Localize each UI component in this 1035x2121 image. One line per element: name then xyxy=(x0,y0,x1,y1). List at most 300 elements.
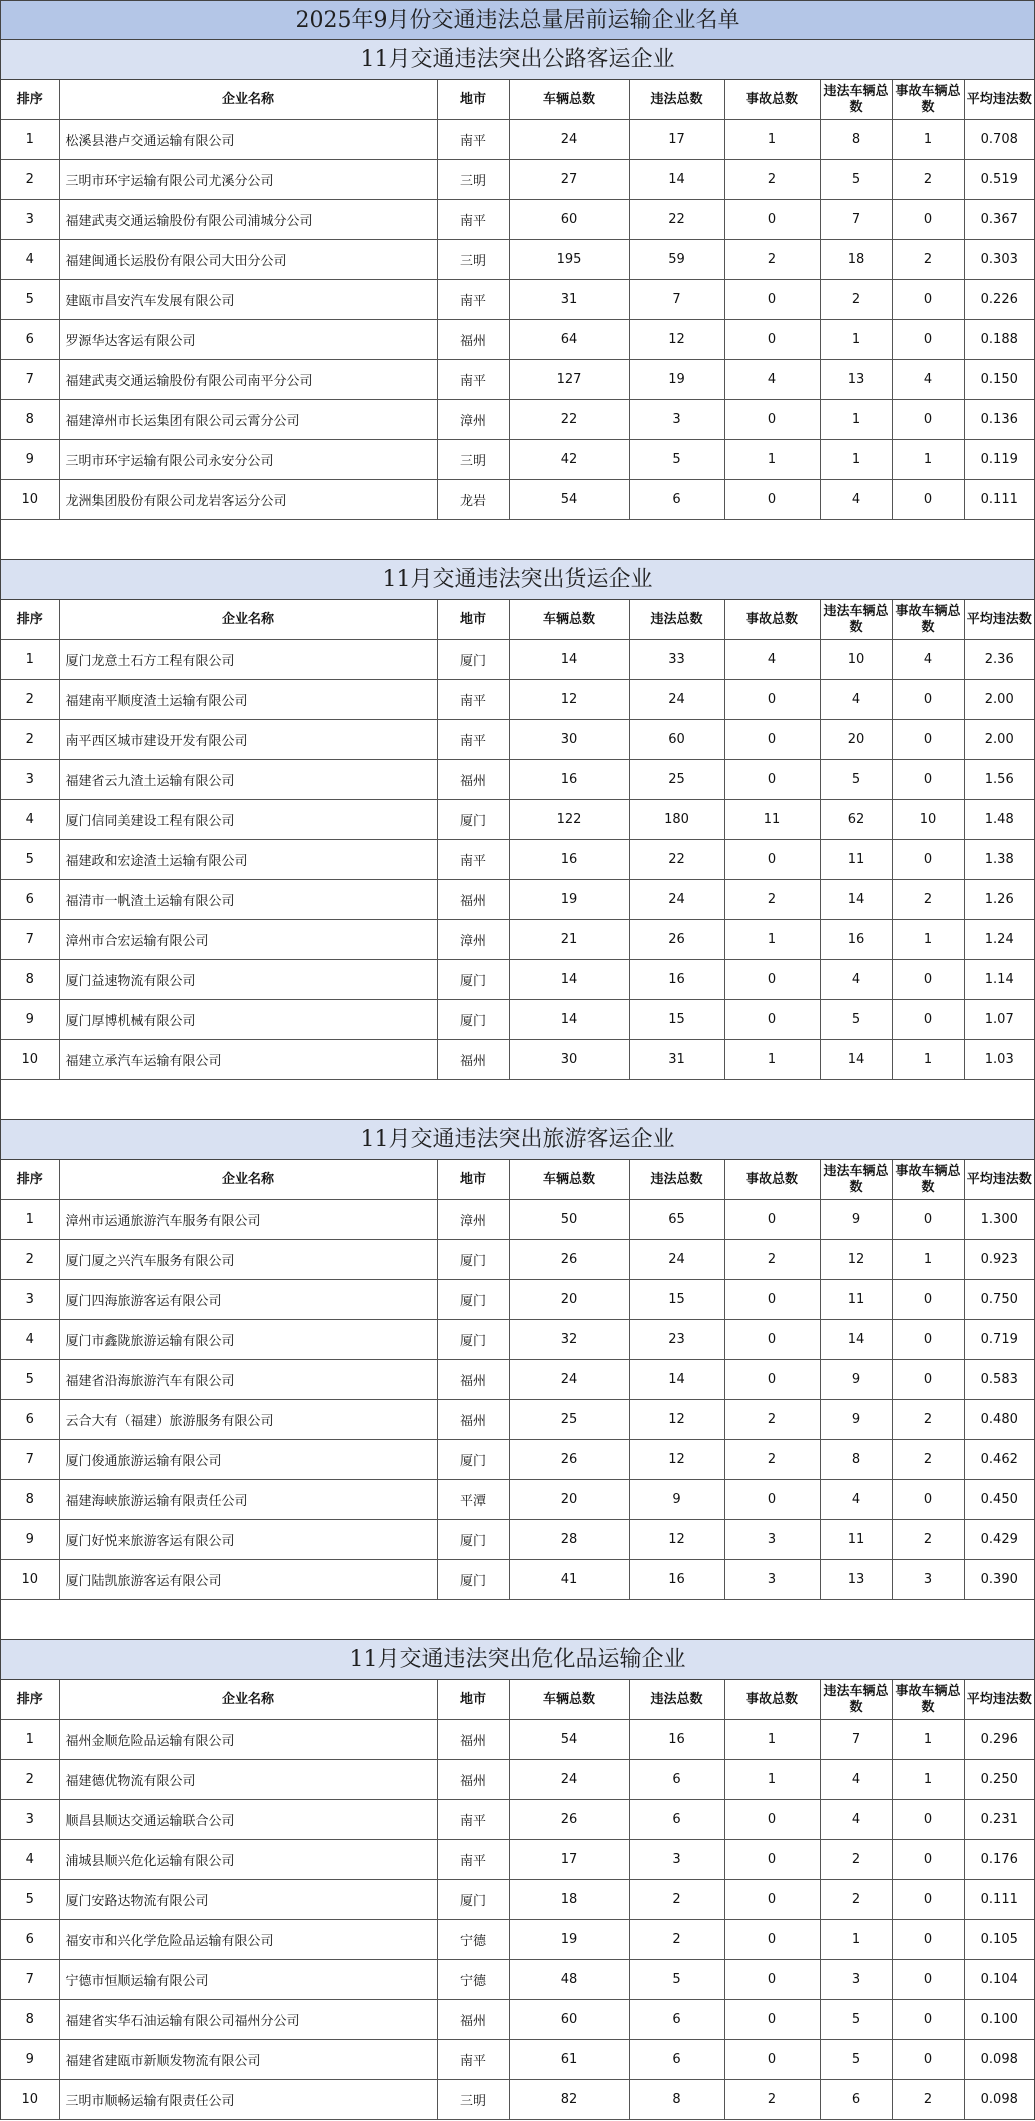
city-cell: 福州 xyxy=(437,880,509,920)
accident-total-cell: 0 xyxy=(724,840,820,880)
vehicle-total-cell: 60 xyxy=(509,200,629,240)
vehicle-total-cell: 17 xyxy=(509,1840,629,1880)
accident-vehicles-cell: 4 xyxy=(892,640,964,680)
avg-violations-cell: 0.150 xyxy=(964,360,1034,400)
accident-vehicles-cell: 0 xyxy=(892,2040,964,2080)
report-title: 2025年9月份交通违法总量居前运输企业名单 xyxy=(1,0,1034,40)
rank-cell: 3 xyxy=(1,200,59,240)
avg-violations-cell: 2.36 xyxy=(964,640,1034,680)
violation-total-cell: 16 xyxy=(629,1560,724,1600)
accident-total-cell: 0 xyxy=(724,1880,820,1920)
accident-total-cell: 0 xyxy=(724,1200,820,1240)
violation-total-header: 违法总数 xyxy=(629,600,724,640)
accident-total-cell: 0 xyxy=(724,2000,820,2040)
accident-vehicles-cell: 0 xyxy=(892,1480,964,1520)
table-row xyxy=(1,640,1034,680)
city-cell: 厦门 xyxy=(437,1000,509,1040)
vehicle-total-cell: 54 xyxy=(509,1720,629,1760)
accident-total-cell: 2 xyxy=(724,880,820,920)
table-row xyxy=(1,1280,1034,1320)
accident-vehicles-cell: 0 xyxy=(892,2000,964,2040)
violation-total-cell: 6 xyxy=(629,2000,724,2040)
violation-total-cell: 65 xyxy=(629,1200,724,1240)
violating-vehicles-cell: 5 xyxy=(820,2040,892,2080)
table-row xyxy=(1,1480,1034,1520)
vehicle-total-cell: 61 xyxy=(509,2040,629,2080)
accident-vehicles-header: 事故车辆总数 xyxy=(892,1160,964,1200)
city-cell: 南平 xyxy=(437,120,509,160)
avg-violations-cell: 0.390 xyxy=(964,1560,1034,1600)
company-name-cell: 罗源华达客运有限公司 xyxy=(59,320,437,360)
avg-violations-cell: 0.119 xyxy=(964,440,1034,480)
violating-vehicles-cell: 11 xyxy=(820,840,892,880)
violating-vehicles-cell: 5 xyxy=(820,760,892,800)
violating-vehicles-cell: 13 xyxy=(820,1560,892,1600)
accident-total-cell: 1 xyxy=(724,1720,820,1760)
violation-total-cell: 19 xyxy=(629,360,724,400)
rank-cell: 8 xyxy=(1,1480,59,1520)
accident-vehicles-cell: 0 xyxy=(892,1800,964,1840)
company-name-cell: 龙洲集团股份有限公司龙岩客运分公司 xyxy=(59,480,437,520)
company-name-cell: 厦门市鑫陇旅游运输有限公司 xyxy=(59,1320,437,1360)
rank-cell: 2 xyxy=(1,680,59,720)
city-cell: 漳州 xyxy=(437,1200,509,1240)
table-header-row xyxy=(1,80,1034,120)
company-name-cell: 顺昌县顺达交通运输联合公司 xyxy=(59,1800,437,1840)
violating-vehicles-cell: 9 xyxy=(820,1200,892,1240)
table-row xyxy=(1,1000,1034,1040)
city-header: 地市 xyxy=(437,1160,509,1200)
violating-vehicles-cell: 6 xyxy=(820,2080,892,2120)
company-name-cell: 厦门厚博机械有限公司 xyxy=(59,1000,437,1040)
accident-total-header: 事故总数 xyxy=(724,1160,820,1200)
accident-vehicles-cell: 0 xyxy=(892,1920,964,1960)
accident-total-header: 事故总数 xyxy=(724,600,820,640)
violation-total-cell: 5 xyxy=(629,440,724,480)
violating-vehicles-header: 违法车辆总数 xyxy=(820,1680,892,1720)
table-row xyxy=(1,1720,1034,1760)
avg-violations-cell: 0.708 xyxy=(964,120,1034,160)
company-name-cell: 厦门安路达物流有限公司 xyxy=(59,1880,437,1920)
accident-vehicles-cell: 0 xyxy=(892,1960,964,2000)
table-row xyxy=(1,360,1034,400)
vehicle-total-cell: 20 xyxy=(509,1480,629,1520)
accident-vehicles-cell: 2 xyxy=(892,2080,964,2120)
accident-vehicles-cell: 2 xyxy=(892,1520,964,1560)
company-name-cell: 福建海峡旅游运输有限责任公司 xyxy=(59,1480,437,1520)
avg-violations-cell: 0.429 xyxy=(964,1520,1034,1560)
avg-violations-cell: 0.719 xyxy=(964,1320,1034,1360)
accident-vehicles-cell: 0 xyxy=(892,1200,964,1240)
vehicle-total-cell: 24 xyxy=(509,1760,629,1800)
avg-violations-cell: 0.462 xyxy=(964,1440,1034,1480)
table-row xyxy=(1,800,1034,840)
company-name-cell: 福建武夷交通运输股份有限公司南平分公司 xyxy=(59,360,437,400)
violating-vehicles-cell: 7 xyxy=(820,1720,892,1760)
accident-total-cell: 0 xyxy=(724,1480,820,1520)
vehicle-total-cell: 22 xyxy=(509,400,629,440)
violating-vehicles-cell: 4 xyxy=(820,960,892,1000)
violating-vehicles-cell: 14 xyxy=(820,1040,892,1080)
rank-cell: 5 xyxy=(1,1880,59,1920)
avg-violations-cell: 0.176 xyxy=(964,1840,1034,1880)
vehicle-total-cell: 27 xyxy=(509,160,629,200)
accident-vehicles-cell: 0 xyxy=(892,400,964,440)
table-header-row xyxy=(1,1160,1034,1200)
violation-total-cell: 6 xyxy=(629,480,724,520)
city-cell: 福州 xyxy=(437,760,509,800)
table-row xyxy=(1,1200,1034,1240)
rank-cell: 9 xyxy=(1,440,59,480)
table-row xyxy=(1,1360,1034,1400)
avg-violations-cell: 0.250 xyxy=(964,1760,1034,1800)
accident-total-cell: 2 xyxy=(724,240,820,280)
table-row xyxy=(1,240,1034,280)
avg-violations-cell: 1.26 xyxy=(964,880,1034,920)
vehicle-total-cell: 82 xyxy=(509,2080,629,2120)
table-row xyxy=(1,400,1034,440)
table-row xyxy=(1,720,1034,760)
avg-violations-cell: 0.111 xyxy=(964,1880,1034,1920)
violation-total-cell: 2 xyxy=(629,1880,724,1920)
rank-header: 排序 xyxy=(1,1680,59,1720)
accident-total-cell: 2 xyxy=(724,1400,820,1440)
violating-vehicles-cell: 12 xyxy=(820,1240,892,1280)
violation-total-cell: 3 xyxy=(629,1840,724,1880)
avg-violations-cell: 0.098 xyxy=(964,2080,1034,2120)
avg-violations-cell: 2.00 xyxy=(964,720,1034,760)
violating-vehicles-cell: 4 xyxy=(820,1800,892,1840)
accident-vehicles-cell: 1 xyxy=(892,1720,964,1760)
accident-vehicles-cell: 2 xyxy=(892,240,964,280)
accident-total-cell: 0 xyxy=(724,1920,820,1960)
violating-vehicles-cell: 5 xyxy=(820,160,892,200)
rank-cell: 1 xyxy=(1,640,59,680)
violation-total-cell: 59 xyxy=(629,240,724,280)
section-title: 11月交通违法突出公路客运企业 xyxy=(1,40,1034,80)
vehicle-total-cell: 16 xyxy=(509,840,629,880)
accident-vehicles-cell: 2 xyxy=(892,880,964,920)
rank-cell: 2 xyxy=(1,160,59,200)
accident-vehicles-cell: 0 xyxy=(892,280,964,320)
violating-vehicles-cell: 16 xyxy=(820,920,892,960)
violating-vehicles-cell: 5 xyxy=(820,1000,892,1040)
city-cell: 漳州 xyxy=(437,400,509,440)
table-header-row xyxy=(1,1680,1034,1720)
avg-violations-cell: 1.07 xyxy=(964,1000,1034,1040)
rank-cell: 10 xyxy=(1,1560,59,1600)
violation-total-cell: 25 xyxy=(629,760,724,800)
accident-vehicles-cell: 0 xyxy=(892,680,964,720)
accident-total-cell: 1 xyxy=(724,440,820,480)
avg-violations-cell: 0.296 xyxy=(964,1720,1034,1760)
violation-total-cell: 16 xyxy=(629,960,724,1000)
accident-vehicles-cell: 0 xyxy=(892,200,964,240)
table-row xyxy=(1,280,1034,320)
rank-cell: 1 xyxy=(1,1720,59,1760)
city-cell: 福州 xyxy=(437,320,509,360)
company-name-cell: 福建省云九渣土运输有限公司 xyxy=(59,760,437,800)
avg-violations-cell: 0.105 xyxy=(964,1920,1034,1960)
accident-total-cell: 0 xyxy=(724,720,820,760)
vehicle-total-cell: 195 xyxy=(509,240,629,280)
accident-total-cell: 0 xyxy=(724,320,820,360)
table-row xyxy=(1,1560,1034,1600)
table-row xyxy=(1,440,1034,480)
vehicle-total-cell: 14 xyxy=(509,1000,629,1040)
vehicle-total-cell: 127 xyxy=(509,360,629,400)
accident-total-cell: 0 xyxy=(724,1000,820,1040)
rank-cell: 1 xyxy=(1,120,59,160)
city-header: 地市 xyxy=(437,80,509,120)
violation-total-header: 违法总数 xyxy=(629,80,724,120)
city-cell: 漳州 xyxy=(437,920,509,960)
company-name-cell: 厦门厦之兴汽车服务有限公司 xyxy=(59,1240,437,1280)
rank-cell: 7 xyxy=(1,360,59,400)
rank-cell: 1 xyxy=(1,1200,59,1240)
accident-total-cell: 1 xyxy=(724,1760,820,1800)
accident-vehicles-header: 事故车辆总数 xyxy=(892,80,964,120)
rank-cell: 9 xyxy=(1,2040,59,2080)
accident-total-cell: 11 xyxy=(724,800,820,840)
city-cell: 福州 xyxy=(437,2000,509,2040)
accident-vehicles-cell: 0 xyxy=(892,1280,964,1320)
avg-violations-cell: 1.300 xyxy=(964,1200,1034,1240)
company-name-cell: 福建省沿海旅游汽车有限公司 xyxy=(59,1360,437,1400)
accident-vehicles-cell: 2 xyxy=(892,1440,964,1480)
table-row xyxy=(1,160,1034,200)
rank-cell: 4 xyxy=(1,1840,59,1880)
violation-total-cell: 16 xyxy=(629,1720,724,1760)
avg-violations-header: 平均违法数 xyxy=(964,80,1034,120)
company-name-header: 企业名称 xyxy=(59,1160,437,1200)
section-title: 11月交通违法突出旅游客运企业 xyxy=(1,1120,1034,1160)
violating-vehicles-cell: 3 xyxy=(820,1960,892,2000)
table-row xyxy=(1,1960,1034,2000)
company-name-cell: 福建立承汽车运输有限公司 xyxy=(59,1040,437,1080)
accident-total-cell: 0 xyxy=(724,960,820,1000)
avg-violations-cell: 1.56 xyxy=(964,760,1034,800)
table-row xyxy=(1,1440,1034,1480)
violating-vehicles-cell: 4 xyxy=(820,480,892,520)
accident-total-cell: 4 xyxy=(724,360,820,400)
accident-vehicles-cell: 1 xyxy=(892,1760,964,1800)
violation-total-cell: 6 xyxy=(629,1760,724,1800)
avg-violations-cell: 0.303 xyxy=(964,240,1034,280)
violation-total-cell: 7 xyxy=(629,280,724,320)
avg-violations-cell: 0.104 xyxy=(964,1960,1034,2000)
avg-violations-cell: 1.38 xyxy=(964,840,1034,880)
vehicle-total-cell: 19 xyxy=(509,1920,629,1960)
rank-cell: 3 xyxy=(1,1800,59,1840)
avg-violations-cell: 0.450 xyxy=(964,1480,1034,1520)
city-cell: 平潭 xyxy=(437,1480,509,1520)
violation-total-cell: 22 xyxy=(629,200,724,240)
company-name-cell: 厦门好悦来旅游客运有限公司 xyxy=(59,1520,437,1560)
city-cell: 厦门 xyxy=(437,800,509,840)
table-row xyxy=(1,1520,1034,1560)
rank-header: 排序 xyxy=(1,1160,59,1200)
accident-vehicles-header: 事故车辆总数 xyxy=(892,600,964,640)
company-name-cell: 厦门益速物流有限公司 xyxy=(59,960,437,1000)
section-title: 11月交通违法突出危化品运输企业 xyxy=(1,1640,1034,1680)
company-name-cell: 宁德市恒顺运输有限公司 xyxy=(59,1960,437,2000)
accident-vehicles-cell: 0 xyxy=(892,1880,964,1920)
accident-total-cell: 1 xyxy=(724,1040,820,1080)
table-header-row xyxy=(1,600,1034,640)
violation-total-cell: 23 xyxy=(629,1320,724,1360)
violation-total-header: 违法总数 xyxy=(629,1680,724,1720)
accident-total-cell: 2 xyxy=(724,1240,820,1280)
company-name-cell: 福建政和宏途渣土运输有限公司 xyxy=(59,840,437,880)
accident-total-cell: 0 xyxy=(724,1960,820,2000)
table-row xyxy=(1,2000,1034,2040)
table-row xyxy=(1,200,1034,240)
violating-vehicles-cell: 2 xyxy=(820,280,892,320)
violating-vehicles-cell: 18 xyxy=(820,240,892,280)
company-name-cell: 南平西区城市建设开发有限公司 xyxy=(59,720,437,760)
city-cell: 南平 xyxy=(437,840,509,880)
table-row xyxy=(1,840,1034,880)
avg-violations-cell: 2.00 xyxy=(964,680,1034,720)
accident-vehicles-cell: 10 xyxy=(892,800,964,840)
avg-violations-cell: 0.750 xyxy=(964,1280,1034,1320)
vehicle-total-cell: 28 xyxy=(509,1520,629,1560)
rank-cell: 4 xyxy=(1,240,59,280)
company-name-cell: 厦门俊通旅游运输有限公司 xyxy=(59,1440,437,1480)
rank-cell: 6 xyxy=(1,1920,59,1960)
rank-cell: 7 xyxy=(1,1960,59,2000)
company-table xyxy=(1,1160,1034,1600)
table-row xyxy=(1,1400,1034,1440)
company-name-header: 企业名称 xyxy=(59,600,437,640)
rank-cell: 10 xyxy=(1,1040,59,1080)
rank-cell: 2 xyxy=(1,720,59,760)
violation-total-cell: 6 xyxy=(629,1800,724,1840)
violation-total-cell: 22 xyxy=(629,840,724,880)
violation-total-cell: 15 xyxy=(629,1280,724,1320)
section-spacer xyxy=(1,1080,1034,1120)
violation-total-cell: 17 xyxy=(629,120,724,160)
accident-total-cell: 0 xyxy=(724,760,820,800)
company-name-cell: 福州金顺危险品运输有限公司 xyxy=(59,1720,437,1760)
city-cell: 厦门 xyxy=(437,1440,509,1480)
city-cell: 福州 xyxy=(437,1040,509,1080)
vehicle-total-cell: 12 xyxy=(509,680,629,720)
table-row xyxy=(1,1880,1034,1920)
city-cell: 南平 xyxy=(437,360,509,400)
rank-cell: 6 xyxy=(1,880,59,920)
violation-total-cell: 26 xyxy=(629,920,724,960)
accident-vehicles-cell: 1 xyxy=(892,440,964,480)
company-table xyxy=(1,80,1034,520)
rank-cell: 6 xyxy=(1,320,59,360)
rank-cell: 5 xyxy=(1,1360,59,1400)
accident-vehicles-cell: 0 xyxy=(892,320,964,360)
vehicle-total-cell: 30 xyxy=(509,1040,629,1080)
vehicle-total-cell: 14 xyxy=(509,640,629,680)
accident-vehicles-cell: 0 xyxy=(892,760,964,800)
accident-vehicles-cell: 0 xyxy=(892,1320,964,1360)
accident-total-cell: 3 xyxy=(724,1560,820,1600)
vehicle-total-cell: 26 xyxy=(509,1440,629,1480)
company-table xyxy=(1,1680,1034,2120)
vehicle-total-cell: 25 xyxy=(509,1400,629,1440)
city-cell: 三明 xyxy=(437,160,509,200)
table-row xyxy=(1,1240,1034,1280)
violating-vehicles-cell: 11 xyxy=(820,1280,892,1320)
vehicle-total-cell: 14 xyxy=(509,960,629,1000)
avg-violations-cell: 0.226 xyxy=(964,280,1034,320)
table-row xyxy=(1,480,1034,520)
accident-vehicles-cell: 0 xyxy=(892,1360,964,1400)
violating-vehicles-cell: 1 xyxy=(820,400,892,440)
accident-total-cell: 0 xyxy=(724,2040,820,2080)
accident-vehicles-cell: 0 xyxy=(892,1000,964,1040)
accident-total-cell: 0 xyxy=(724,1800,820,1840)
accident-total-cell: 1 xyxy=(724,920,820,960)
table-row xyxy=(1,880,1034,920)
city-cell: 南平 xyxy=(437,280,509,320)
accident-total-cell: 0 xyxy=(724,1280,820,1320)
table-row xyxy=(1,1800,1034,1840)
accident-vehicles-cell: 3 xyxy=(892,1560,964,1600)
rank-cell: 4 xyxy=(1,1320,59,1360)
vehicle-total-cell: 54 xyxy=(509,480,629,520)
vehicle-total-cell: 26 xyxy=(509,1240,629,1280)
vehicle-total-cell: 60 xyxy=(509,2000,629,2040)
accident-total-cell: 0 xyxy=(724,1320,820,1360)
avg-violations-cell: 0.923 xyxy=(964,1240,1034,1280)
company-name-cell: 三明市环宇运输有限公司永安分公司 xyxy=(59,440,437,480)
accident-total-cell: 1 xyxy=(724,120,820,160)
company-name-cell: 建瓯市昌安汽车发展有限公司 xyxy=(59,280,437,320)
table-row xyxy=(1,1840,1034,1880)
violation-total-cell: 14 xyxy=(629,1360,724,1400)
violation-total-cell: 14 xyxy=(629,160,724,200)
city-cell: 南平 xyxy=(437,680,509,720)
sections-container xyxy=(1,40,1034,2120)
city-cell: 南平 xyxy=(437,720,509,760)
vehicle-total-cell: 21 xyxy=(509,920,629,960)
rank-cell: 3 xyxy=(1,1280,59,1320)
accident-vehicles-cell: 0 xyxy=(892,840,964,880)
violation-total-cell: 60 xyxy=(629,720,724,760)
avg-violations-header: 平均违法数 xyxy=(964,1160,1034,1200)
violating-vehicles-cell: 7 xyxy=(820,200,892,240)
company-name-cell: 厦门四海旅游客运有限公司 xyxy=(59,1280,437,1320)
violating-vehicles-header: 违法车辆总数 xyxy=(820,80,892,120)
avg-violations-cell: 0.188 xyxy=(964,320,1034,360)
avg-violations-header: 平均违法数 xyxy=(964,600,1034,640)
city-cell: 龙岩 xyxy=(437,480,509,520)
city-cell: 厦门 xyxy=(437,1280,509,1320)
company-table xyxy=(1,600,1034,1080)
accident-vehicles-header: 事故车辆总数 xyxy=(892,1680,964,1720)
company-name-cell: 浦城县顺兴危化运输有限公司 xyxy=(59,1840,437,1880)
city-cell: 厦门 xyxy=(437,1560,509,1600)
violation-total-cell: 15 xyxy=(629,1000,724,1040)
company-name-cell: 福建武夷交通运输股份有限公司浦城分公司 xyxy=(59,200,437,240)
rank-cell: 7 xyxy=(1,1440,59,1480)
violating-vehicles-cell: 2 xyxy=(820,1880,892,1920)
city-cell: 三明 xyxy=(437,2080,509,2120)
rank-cell: 8 xyxy=(1,2000,59,2040)
company-name-cell: 福建闽通长运股份有限公司大田分公司 xyxy=(59,240,437,280)
violating-vehicles-cell: 4 xyxy=(820,1480,892,1520)
city-cell: 宁德 xyxy=(437,1920,509,1960)
avg-violations-header: 平均违法数 xyxy=(964,1680,1034,1720)
